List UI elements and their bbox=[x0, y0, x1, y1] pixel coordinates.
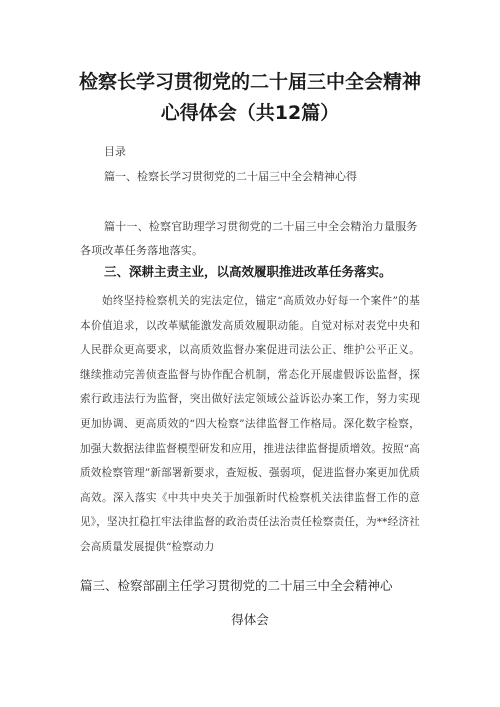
chapter-heading-line-1: 篇三、检察部副主任学习贯彻党的二十届三中全会精神心 bbox=[80, 578, 393, 593]
section-heading: 三、深耕主责主业，以高效履职推进改革任务落实。 bbox=[104, 264, 392, 279]
toc-item-1: 篇一、检察长学习贯彻党的二十届三中全会精神心得 bbox=[104, 170, 357, 183]
chapter-heading-line-2: 得体会 bbox=[231, 612, 269, 627]
document-title-line-1: 检察长学习贯彻党的二十届三中全会精神 bbox=[78, 71, 421, 93]
document-title-line-2: 心得体会（共12篇） bbox=[160, 102, 340, 124]
toc-item-11: 篇十一、检察官助理学习贯彻党的二十届三中全会精治力量服务各项改革任务落地落实。 bbox=[80, 220, 418, 257]
toc-label: 目录 bbox=[104, 145, 126, 158]
body-paragraph: 始终坚持检察机关的宪法定位，锚定“高质效办好每一个案件”的基本价值追求，以改革赋能激发高质效履职动能。自觉对标对表党中央和人民群众更高要求，以高质效监督办案促进司法公正、维护公平正义。继续推动完善侦查监督与协作配合机制，常态化开展虚假诉讼监督，探索行政违法行为监督，突出做好法定领域公益诉讼办案工作，努力实现更加协调、更高质效的“四大检察”法律监督工作格局。深化数字检察，加强大数据法律监督模型研发和应用，推进法律监督提质增效。按照“高质效检察管理”新部署新要求，查短板、强弱项，促进监督办案更加优质高效。深入落实《中共中央关于加强新时代检察机关法律监督工作的意见》，坚决扛稳扛牢法律监督的政治责任法治责任检察责任，为**经济社会高质量发展提供“检察动力 bbox=[80, 295, 420, 553]
